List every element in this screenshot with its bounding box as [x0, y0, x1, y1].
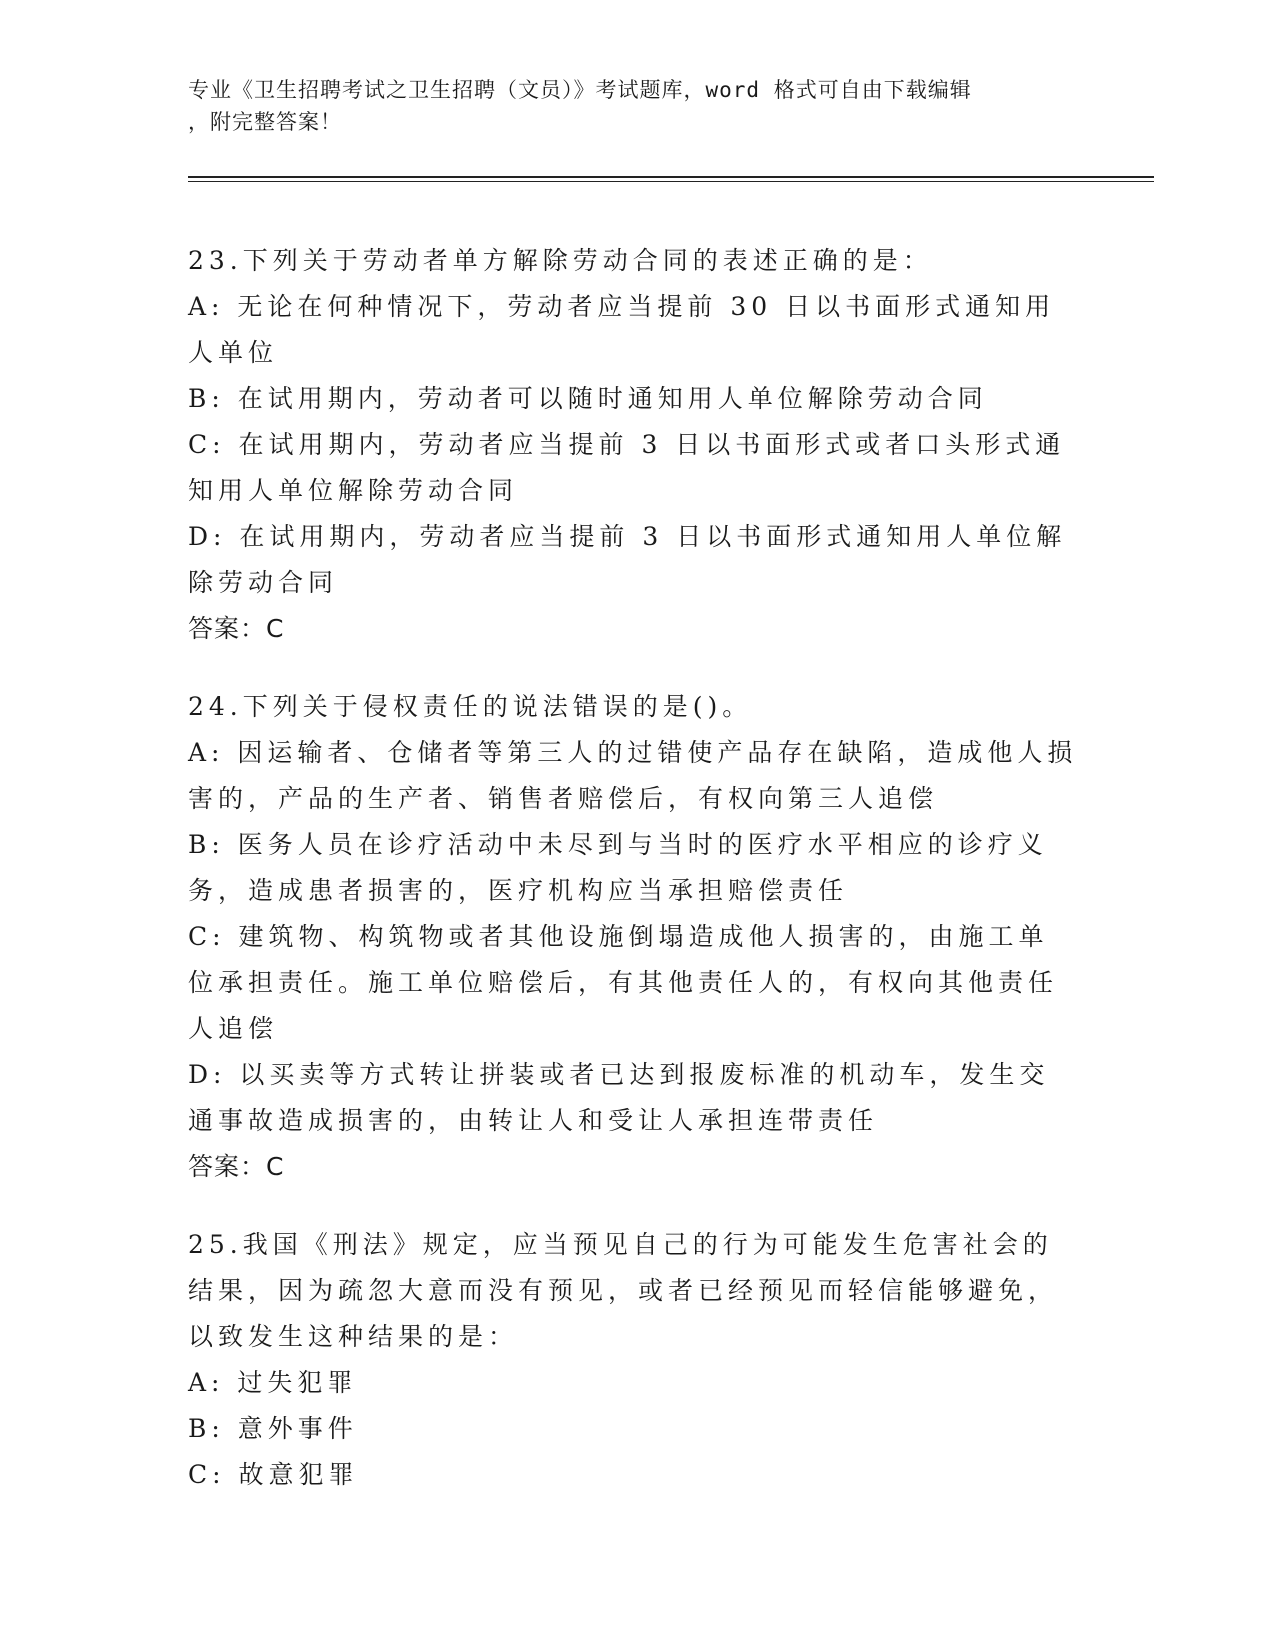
- option-a: A: 因运输者、仓储者等第三人的过错使产品存在缺陷，造成他人损害的，产品的生产者、销售者赔偿后，有权向第三人追偿: [188, 738, 1078, 813]
- option-c: C: 在试用期内，劳动者应当提前 3 日以书面形式或者口头形式通知用人单位解除劳动合同: [188, 430, 1066, 505]
- header-divider-top: [188, 176, 1154, 178]
- option-c: C: 故意犯罪: [188, 1460, 359, 1489]
- question-stem: 23.下列关于劳动者单方解除劳动合同的表述正确的是：: [188, 246, 933, 275]
- page-header: [188, 74, 1068, 138]
- header-divider-bottom: [188, 181, 1154, 182]
- option-d: D: 在试用期内，劳动者应当提前 3 日以书面形式通知用人单位解除劳动合同: [188, 522, 1067, 597]
- option-c: C: 建筑物、构筑物或者其他设施倒塌造成他人损害的，由施工单位承担责任。施工单位赔偿后，有其他责任人的，有权向其他责任人追偿: [188, 922, 1059, 1043]
- question-stem: 25.我国《刑法》规定，应当预见自己的行为可能发生危害社会的结果，因为疏忽大意而没有预见，或者已经预见而轻信能够避免，以致发生这种结果的是：: [188, 1230, 1059, 1351]
- option-b: B: 意外事件: [188, 1414, 358, 1443]
- answer-line: 答案：C: [188, 614, 285, 643]
- question-23: [188, 238, 1078, 652]
- question-stem: 24.下列关于侵权责任的说法错误的是()。: [188, 692, 753, 721]
- option-d: D: 以买卖等方式转让拼装或者已达到报废标准的机动车，发生交通事故造成损害的，由转让人和受让人承担连带责任: [188, 1060, 1050, 1135]
- option-b: B: 在试用期内，劳动者可以随时通知用人单位解除劳动合同: [188, 384, 988, 413]
- option-b: B: 医务人员在诊疗活动中未尽到与当时的医疗水平相应的诊疗义务，造成患者损害的，医疗机构应当承担赔偿责任: [188, 830, 1048, 905]
- question-list: [188, 238, 1078, 1530]
- question-24: [188, 684, 1078, 1190]
- header-line-2: ，附完整答案！: [188, 110, 342, 134]
- header-line-1: 专业《卫生招聘考试之卫生招聘（文员）》考试题库，word 格式可自由下载编辑: [188, 78, 972, 102]
- option-a: A: 过失犯罪: [188, 1368, 358, 1397]
- question-25: [188, 1222, 1078, 1498]
- answer-line: 答案：C: [188, 1152, 285, 1181]
- option-a: A: 无论在何种情况下，劳动者应当提前 30 日以书面形式通知用人单位: [188, 292, 1056, 367]
